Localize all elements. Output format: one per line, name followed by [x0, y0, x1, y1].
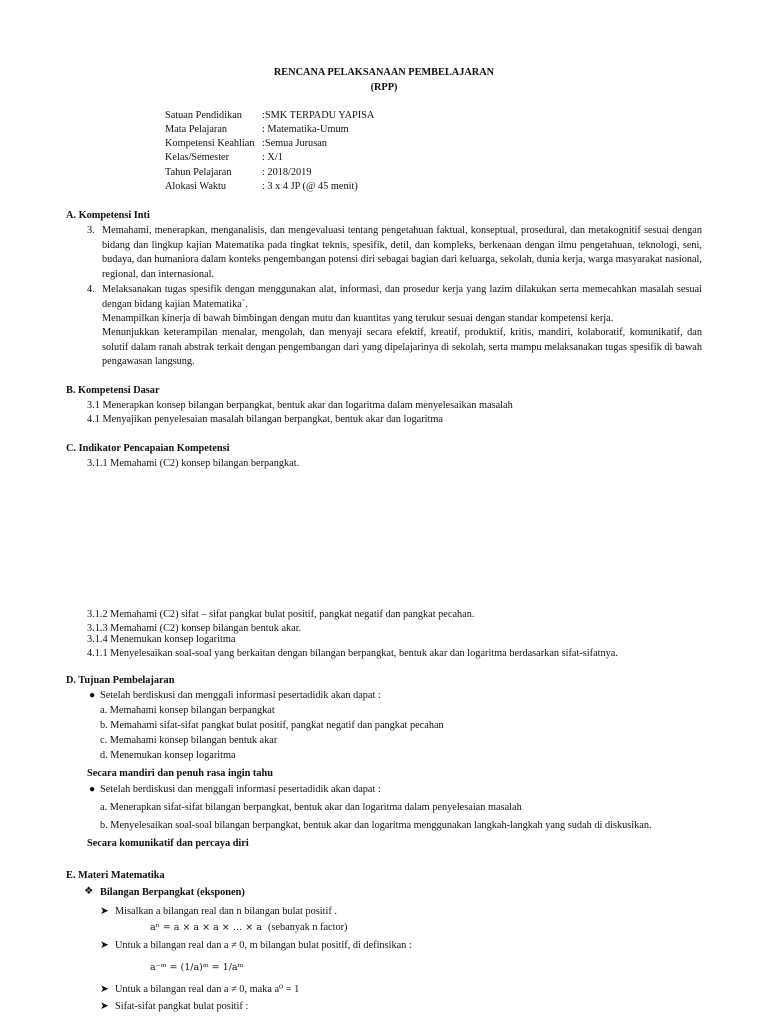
info-value: : 2018/2019 — [262, 167, 312, 178]
diamond-bullet-icon: ❖ — [84, 886, 94, 897]
info-label: Tahun Pelajaran — [165, 167, 232, 178]
indicator-item: 3.1.4 Menemukan konsep logaritma — [87, 634, 236, 645]
tujuan-intro: Setelah berdiskusi dan menggali informasi pesertadidik akan dapat : — [100, 690, 381, 701]
info-value: : Matematika-Umum — [262, 124, 349, 135]
tujuan-item: a. Memahami konsep bilangan berpangkat — [100, 705, 275, 716]
tujuan-intro: Setelah berdiskusi dan menggali informasi pesertadidik akan dapat : — [100, 784, 381, 795]
kd-item: 4.1 Menyajikan penyelesaian masalah bilangan berpangkat, bentuk akar dan logaritma — [87, 414, 443, 425]
arrow-bullet-icon: ➤ — [100, 940, 109, 951]
ki4-paragraph-3: Menunjukkan keterampilan menalar, mengolah, dan menyaji secara efektif, kreatif, produktif, kritis, mandiri, kolaboratif, komunikatif, dan solutif dalam ranah abstrak terkait dengan pengembangan dari yang dipelajarinya di sekolah, serta mampu melaksanakan tugas spesifik di bawah pengawasan langsung. — [102, 327, 702, 368]
ki3-text: Memahami, menerapkan, menganalisis, dan mengevaluasi tentang pengetahuan faktual, konseptual, prosedural, dan metakognitif sesuai dengan bidang dan lingkup kajian Matematika pada tingkat teknis, spesifik, detil, dan kompleks, berkenaan dengan ilmu pengetahuan, teknologi, seni, budaya, dan humaniora dalam konteks pengembangan potensi diri sebagai bagian dari keluarga, sekolah, dunia kerja, warga masyarakat nasional, regional, dan internasional. — [102, 225, 702, 280]
ki4-number: 4. — [87, 284, 95, 295]
bullet-icon: ● — [89, 690, 96, 701]
formula-note: (sebanyak n factor) — [268, 922, 348, 933]
materi-item: Untuk a bilangan real dan a ≠ 0, m bilangan bulat positif, di definsikan : — [115, 940, 412, 951]
section-c-heading: C. Indikator Pencapaian Kompetensi — [66, 443, 230, 454]
tujuan-note: Secara mandiri dan penuh rasa ingin tahu — [87, 768, 273, 779]
tujuan-item: b. Menyelesaikan soal-soal bilangan berpangkat, bentuk akar dan logaritma menggunakan langkah-langkah yang sudah di diskusikan. — [100, 820, 652, 831]
materi-item: Misalkan a bilangan real dan n bilangan bulat positif . — [115, 906, 337, 917]
ki3-number: 3. — [87, 225, 95, 236]
bullet-icon: ● — [89, 784, 96, 795]
info-value: :SMK TERPADU YAPISA — [262, 110, 375, 121]
tujuan-item: b. Memahami sifat-sifat pangkat bulat positif, pangkat negatif dan pangkat pecahan — [100, 720, 444, 731]
indicator-item: 3.1.1 Memahami (C2) konsep bilangan berpangkat. — [87, 458, 300, 469]
info-label: Mata Pelajaran — [165, 124, 228, 135]
info-value: :Semua Jurusan — [262, 138, 327, 149]
info-label: Alokasi Waktu — [165, 181, 227, 192]
tujuan-note: Secara komunikatif dan percaya diri — [87, 838, 249, 849]
ki4-text: Melaksanakan tugas spesifik dengan menggunakan alat, informasi, dan prosedur kerja yang lazim dilakukan serta memecahkan masalah sesuai dengan bidang kajian Matematika`. — [102, 284, 702, 310]
arrow-bullet-icon: ➤ — [100, 1001, 109, 1012]
materi-item: Untuk a bilangan real dan a ≠ 0, maka a⁰ = 1 — [115, 984, 300, 995]
indicator-item: 4.1.1 Menyelesaikan soal-soal yang berkaitan dengan bilangan berpangkat, bentuk akar dan logaritma berdasarkan sifat-sifatnya. — [87, 648, 618, 659]
info-label: Kelas/Semester — [165, 152, 230, 163]
tujuan-item: c. Memahami konsep bilangan bentuk akar — [100, 735, 278, 746]
indicator-item: 3.1.3 Memahami (C2) konsep bilangan bentuk akar. — [87, 623, 302, 634]
section-e-heading: E. Materi Matematika — [66, 870, 165, 881]
document-subtitle: (RPP) — [370, 82, 398, 93]
materi-item: Sifat-sifat pangkat bulat positif : — [115, 1001, 249, 1012]
arrow-bullet-icon: ➤ — [100, 906, 109, 917]
indicator-item: 3.1.2 Memahami (C2) sifat – sifat pangkat bulat positif, pangkat negatif dan pangkat pecahan. — [87, 609, 475, 620]
formula-exponent-definition: aⁿ = a × a × a × … × a — [150, 922, 262, 933]
arrow-bullet-icon: ➤ — [100, 984, 109, 995]
section-d-heading: D. Tujuan Pembelajaran — [66, 675, 175, 686]
section-b-heading: B. Kompetensi Dasar — [66, 385, 160, 396]
info-label: Satuan Pendidikan — [165, 110, 242, 121]
tujuan-item: a. Menerapkan sifat-sifat bilangan berpangkat, bentuk akar dan logaritma dalam penyelesaian masalah — [100, 802, 522, 813]
info-value: : 3 x 4 JP (@ 45 menit) — [262, 181, 358, 192]
tujuan-item: d. Menemukan konsep logaritma — [100, 750, 236, 761]
subsection-title: Bilangan Berpangkat (eksponen) — [100, 887, 245, 898]
info-label: Kompetensi Keahlian — [165, 138, 255, 149]
ki4-paragraph-2: Menampilkan kinerja di bawah bimbingan dengan mutu dan kuantitas yang terukur sesuai dengan standar kompetensi kerja. — [102, 313, 614, 324]
document-title: RENCANA PELAKSANAAN PEMBELAJARAN — [273, 67, 495, 78]
kd-item: 3.1 Menerapkan konsep bilangan berpangkat, bentuk akar dan logaritma dalam menyelesaikan masalah — [87, 400, 513, 411]
formula-negative-exponent: a⁻ᵐ = (1/a)ᵐ = 1/aᵐ — [150, 962, 244, 973]
info-value: : X/1 — [262, 152, 283, 163]
section-a-heading: A. Kompetensi Inti — [66, 210, 150, 221]
